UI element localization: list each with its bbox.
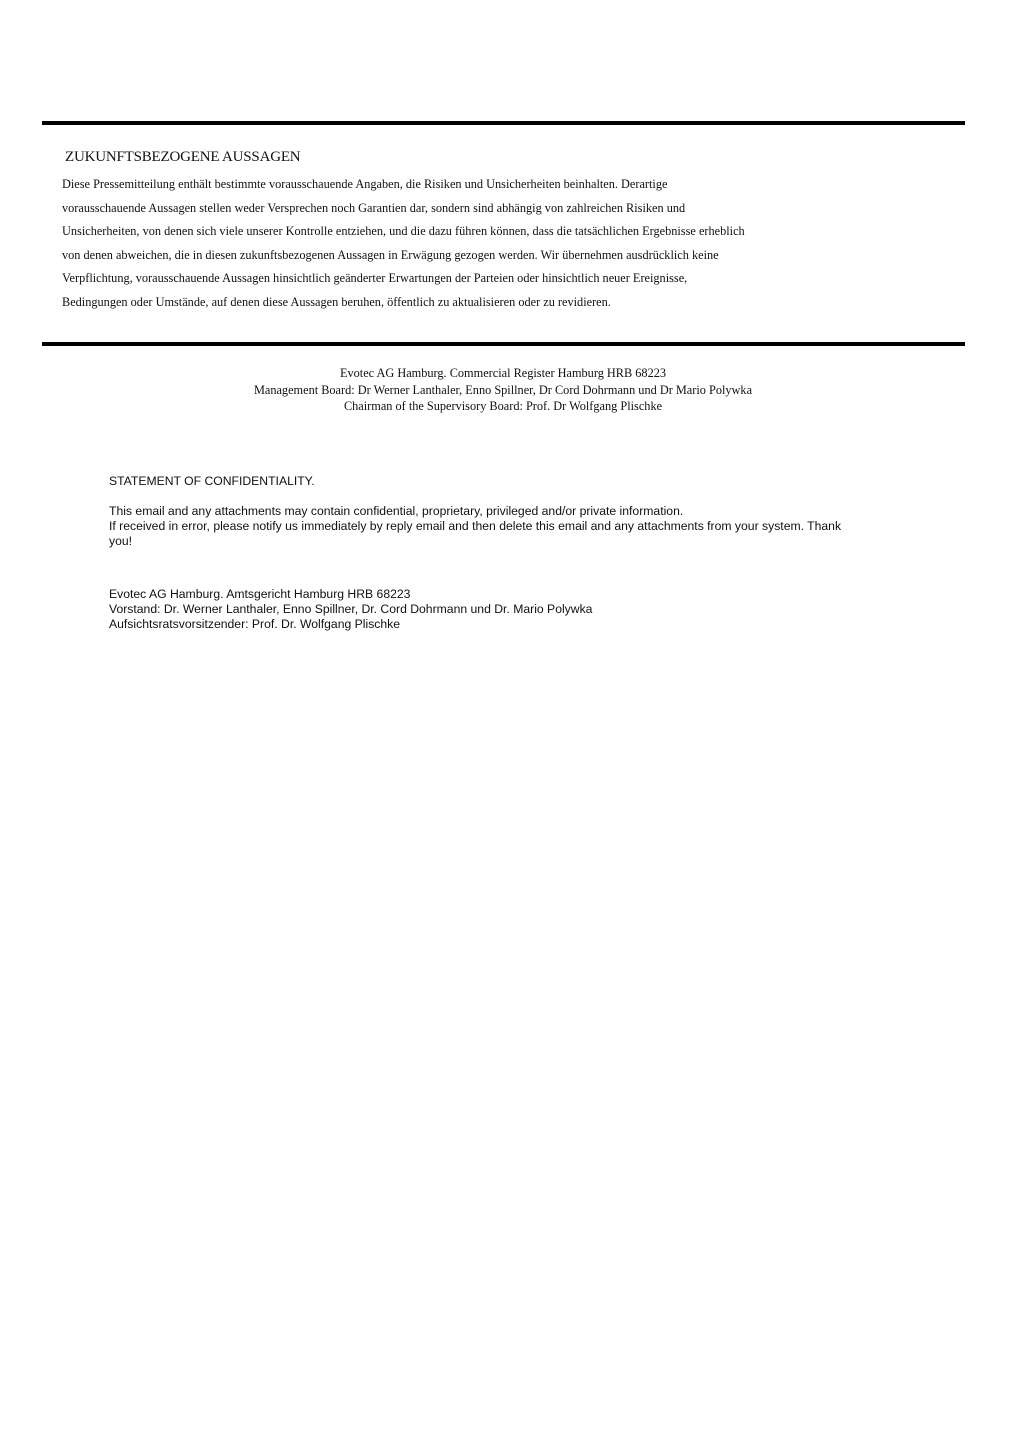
- supervisory-board-line: Chairman of the Supervisory Board: Prof. Dr Wolfgang Plischke: [343, 399, 663, 413]
- amtsgericht-line: Evotec AG Hamburg. Amtsgericht Hamburg HRB 68223: [109, 587, 411, 601]
- forward-looking-line: Diese Pressemitteilung enthält bestimmte vorausschauende Angaben, die Risiken und Unsicherheiten beinhalten. Derartige: [62, 177, 668, 191]
- confidentiality-body: [109, 504, 841, 550]
- management-board-line: Management Board: Dr Werner Lanthaler, Enno Spillner, Dr Cord Dohrmann und Dr Mario Polywka: [253, 382, 753, 397]
- top-horizontal-rule: [42, 121, 965, 125]
- confidentiality-title-text: STATEMENT OF CONFIDENTIALITY.: [109, 474, 315, 488]
- aufsichtsrat-line: Aufsichtsratsvorsitzender: Prof. Dr. Wolfgang Plischke: [109, 617, 401, 632]
- german-company-info: [109, 587, 592, 633]
- english-company-info: [0, 365, 1006, 415]
- forward-looking-heading: ZUKUNFTSBEZOGENE AUSSAGEN: [65, 149, 301, 165]
- vorstand-line: Vorstand: Dr. Werner Lanthaler, Enno Spillner, Dr. Cord Dohrmann und Dr. Mario Polywka: [109, 602, 593, 617]
- forward-looking-line: Bedingungen oder Umstände, auf denen diese Aussagen beruhen, öffentlich zu aktualisieren oder zu revidieren.: [62, 294, 611, 309]
- forward-looking-line: Verpflichtung, vorausschauende Aussagen hinsichtlich geänderter Erwartungen der Parteien oder hinsichtlich neuer Ereignisse,: [62, 271, 688, 285]
- confidentiality-title: [109, 474, 315, 489]
- confidentiality-line: you!: [109, 534, 133, 549]
- confidentiality-line: If received in error, please notify us immediately by reply email and then delete this email and any attachments from your system. Thank: [109, 519, 842, 534]
- forward-looking-line: von denen abweichen, die in diesen zukunftsbezogenen Aussagen in Erwägung gezogen werden. Wir übernehmen ausdrücklich keine: [62, 247, 719, 262]
- company-register-line: Evotec AG Hamburg. Commercial Register Hamburg HRB 68223: [339, 366, 667, 380]
- confidentiality-line: This email and any attachments may contain confidential, proprietary, privileged and/or private information.: [109, 504, 684, 518]
- forward-looking-paragraph: [62, 175, 862, 316]
- bottom-horizontal-rule: [42, 342, 965, 346]
- forward-looking-line: Unsicherheiten, von denen sich viele unserer Kontrolle entziehen, und die dazu führen können, dass die tatsächlichen Ergebnisse erheblich: [62, 224, 745, 238]
- forward-looking-line: vorausschauende Aussagen stellen weder Versprechen noch Garantien dar, sondern sind abhängig von zahlreichen Risiken und: [62, 200, 686, 215]
